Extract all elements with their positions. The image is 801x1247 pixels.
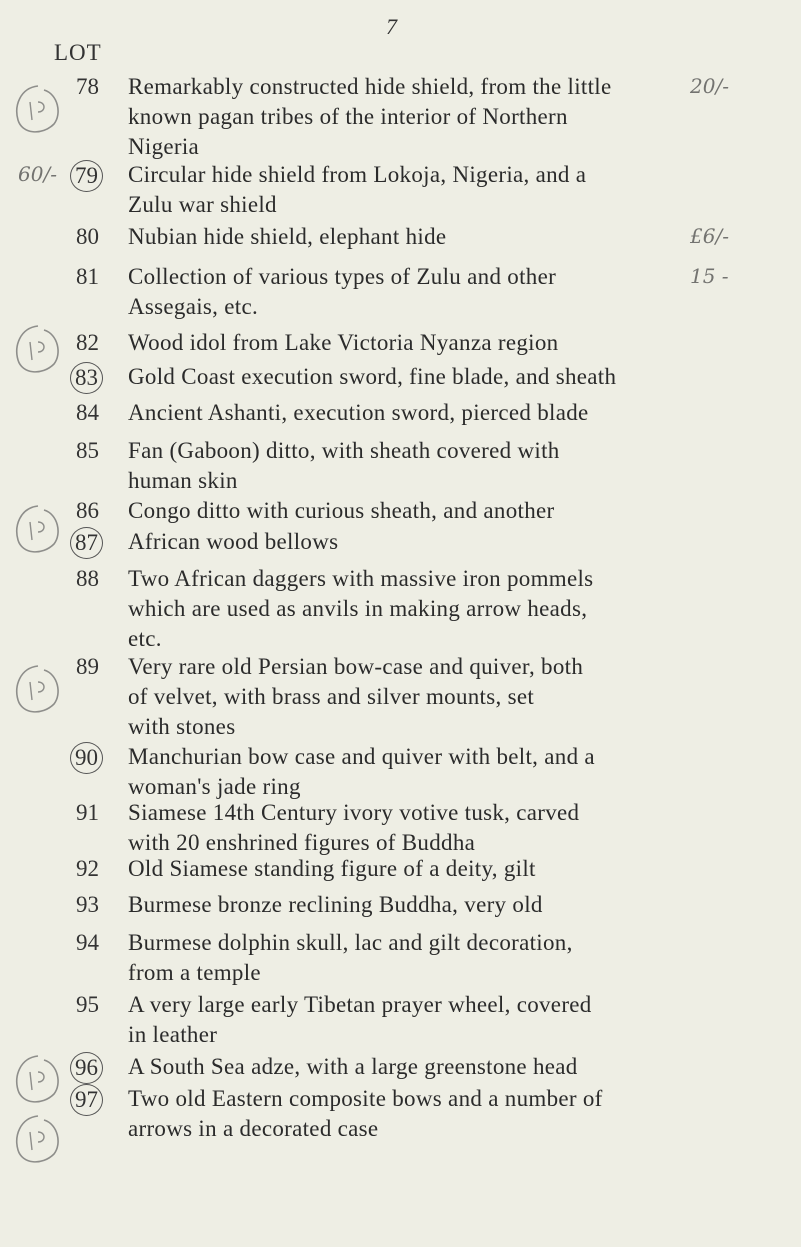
- lot-description: [128, 398, 648, 428]
- lot-description-line: Manchurian bow case and quiver with belt, and a: [128, 744, 595, 769]
- lot-description-line: human skin: [128, 468, 238, 493]
- lot-number: [76, 990, 126, 1020]
- lot-number-text: 81: [76, 264, 99, 289]
- lot-description-line: A South Sea adze, with a large greenstone head: [128, 1054, 578, 1079]
- lot-description: [128, 160, 648, 220]
- lot-description-line: Fan (Gaboon) ditto, with sheath covered with: [128, 438, 560, 463]
- lot-column-heading: LOT: [54, 40, 102, 65]
- lot-description-line: in leather: [128, 1022, 218, 1047]
- lot-number: [76, 854, 126, 884]
- lot-description-line: with stones: [128, 714, 236, 739]
- lot-number-text: 93: [76, 892, 99, 917]
- pencil-scribble-icon: [8, 1050, 68, 1110]
- lot-description-line: Two old Eastern composite bows and a number of: [128, 1086, 603, 1111]
- lot-description: [128, 436, 648, 496]
- lot-number: [76, 564, 126, 594]
- lot-description-line: Gold Coast execution sword, fine blade, and sheath: [128, 364, 617, 389]
- handwritten-price-note: 15 -: [690, 264, 729, 288]
- lot-description-line: Congo ditto with curious sheath, and another: [128, 498, 555, 523]
- lot-description: [128, 890, 648, 920]
- lot-description: [128, 72, 648, 162]
- lot-description: [128, 928, 648, 988]
- lot-description-line: Zulu war shield: [128, 192, 277, 217]
- lot-description: [128, 564, 648, 654]
- lot-number: [70, 160, 120, 192]
- lot-description: [128, 990, 648, 1050]
- pencil-scribble-icon: [8, 660, 68, 720]
- lot-number-text: 82: [76, 330, 99, 355]
- lot-description: [128, 854, 648, 884]
- lot-description-line: Two African daggers with massive iron pommels: [128, 566, 594, 591]
- lot-description-line: Wood idol from Lake Victoria Nyanza region: [128, 330, 559, 355]
- lot-description: [128, 362, 648, 392]
- lot-number: [76, 928, 126, 958]
- lot-number: [76, 798, 126, 828]
- lot-number: [70, 742, 120, 774]
- lot-number: [76, 398, 126, 428]
- lot-description: [128, 1052, 648, 1082]
- lot-description-line: from a temple: [128, 960, 261, 985]
- lot-number-text: 94: [76, 930, 99, 955]
- lot-description-line: Nigeria: [128, 134, 200, 159]
- lot-description-line: Ancient Ashanti, execution sword, pierced blade: [128, 400, 589, 425]
- lot-description: [128, 328, 648, 358]
- lot-number: [76, 72, 126, 102]
- lot-description-line: Old Siamese standing figure of a deity, gilt: [128, 856, 536, 881]
- lot-description-line: A very large early Tibetan prayer wheel, covered: [128, 992, 592, 1017]
- lot-number-text: 79: [70, 160, 103, 192]
- lot-number-text: 97: [70, 1084, 103, 1116]
- page-number: 7: [386, 14, 397, 39]
- lot-description-line: etc.: [128, 626, 162, 651]
- pencil-scribble-icon: [8, 500, 68, 560]
- lot-description: [128, 496, 648, 526]
- handwritten-left-note: 60/-: [18, 162, 57, 186]
- lot-description: [128, 527, 648, 557]
- lot-number-text: 83: [70, 362, 103, 394]
- lot-number-text: 92: [76, 856, 99, 881]
- lot-number: [76, 890, 126, 920]
- lot-description-line: which are used as anvils in making arrow heads,: [128, 596, 588, 621]
- lot-number-text: 96: [70, 1052, 103, 1084]
- lot-number-text: 90: [70, 742, 103, 774]
- lot-number: [70, 527, 120, 559]
- lot-number-text: 95: [76, 992, 99, 1017]
- lot-description-line: Assegais, etc.: [128, 294, 259, 319]
- pencil-scribble-icon: [8, 1110, 68, 1170]
- lot-number-text: 78: [76, 74, 99, 99]
- lot-description-line: Burmese dolphin skull, lac and gilt decoration,: [128, 930, 573, 955]
- lot-number: [76, 262, 126, 292]
- lot-description-line: Burmese bronze reclining Buddha, very old: [128, 892, 543, 917]
- lot-number: [76, 222, 126, 252]
- lot-number: [76, 652, 126, 682]
- lot-number: [76, 436, 126, 466]
- lot-description-line: African wood bellows: [128, 529, 339, 554]
- lot-number: [70, 1084, 120, 1116]
- lot-description-line: woman's jade ring: [128, 774, 301, 799]
- lot-number-text: 89: [76, 654, 99, 679]
- lot-description-line: Very rare old Persian bow-case and quiver, both: [128, 654, 584, 679]
- lot-number: [76, 328, 126, 358]
- lot-description-line: Collection of various types of Zulu and other: [128, 264, 557, 289]
- lot-number-text: 91: [76, 800, 99, 825]
- lot-description-line: Nubian hide shield, elephant hide: [128, 224, 447, 249]
- lot-number-text: 85: [76, 438, 99, 463]
- lot-description: [128, 798, 648, 858]
- lot-description-line: Circular hide shield from Lokoja, Nigeria, and a: [128, 162, 587, 187]
- pencil-scribble-icon: [8, 320, 68, 380]
- lot-number-text: 88: [76, 566, 99, 591]
- lot-number: [70, 1052, 120, 1084]
- lot-description-line: Remarkably constructed hide shield, from the little: [128, 74, 612, 99]
- lot-description-line: with 20 enshrined figures of Buddha: [128, 830, 476, 855]
- lot-description: [128, 652, 648, 742]
- handwritten-price-note: £6/-: [690, 224, 729, 248]
- lot-description-line: arrows in a decorated case: [128, 1116, 379, 1141]
- lot-number: [70, 362, 120, 394]
- lot-description: [128, 1084, 648, 1144]
- lot-description-line: known pagan tribes of the interior of Northern: [128, 104, 568, 129]
- handwritten-price-note: 20/-: [690, 74, 729, 98]
- lot-description: [128, 262, 648, 322]
- lot-description: [128, 222, 648, 252]
- lot-description-line: Siamese 14th Century ivory votive tusk, carved: [128, 800, 580, 825]
- lot-number-text: 80: [76, 224, 99, 249]
- lot-number-text: 87: [70, 527, 103, 559]
- pencil-scribble-icon: [8, 80, 68, 140]
- lot-number: [76, 496, 126, 526]
- lot-number-text: 84: [76, 400, 99, 425]
- lot-description-line: of velvet, with brass and silver mounts, set: [128, 684, 535, 709]
- lot-description: [128, 742, 648, 802]
- lot-number-text: 86: [76, 498, 99, 523]
